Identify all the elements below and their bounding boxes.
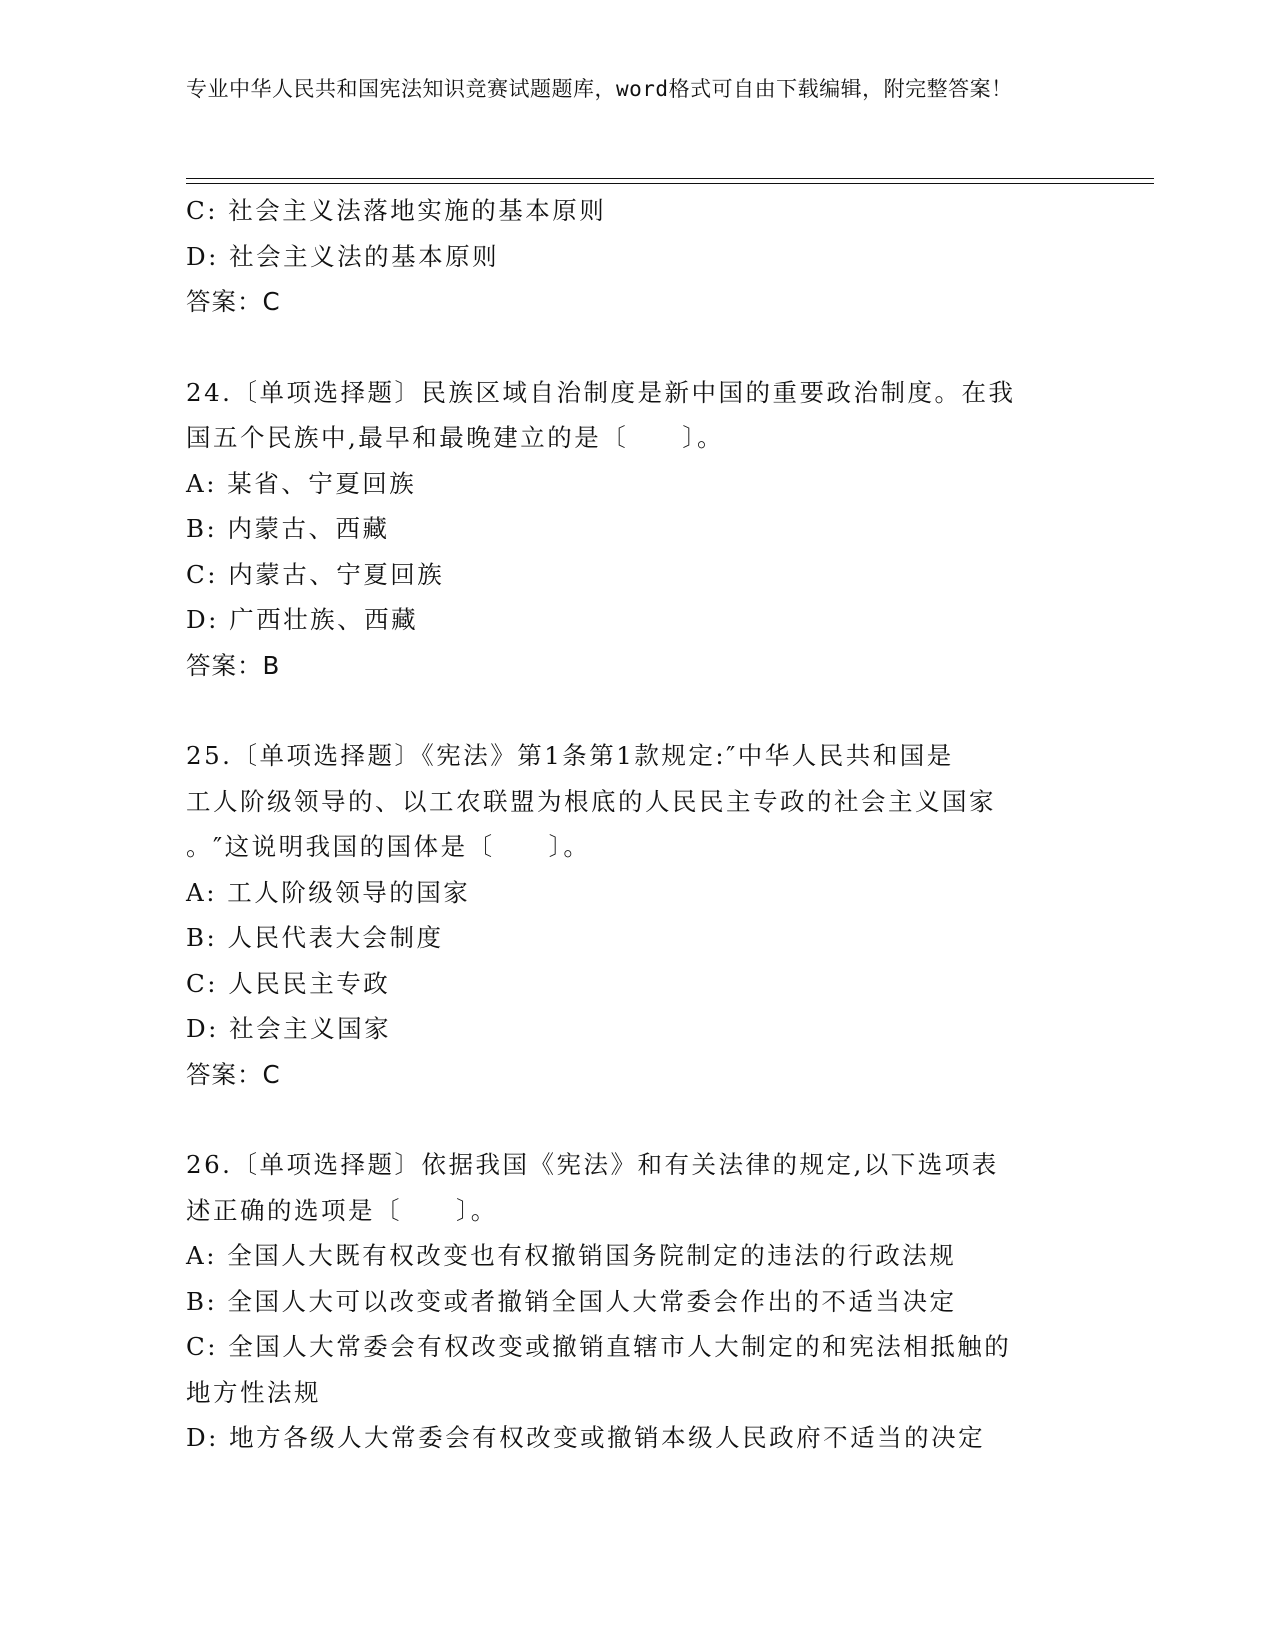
question-block-25 bbox=[186, 733, 1086, 1097]
option-b: B: 人民代表大会制度 bbox=[186, 923, 444, 952]
question-block-23-tail bbox=[186, 188, 1086, 325]
document-header: 专业中华人民共和国宪法知识竞赛试题题库，word格式可自由下载编辑，附完整答案！ bbox=[186, 77, 1013, 101]
question-stem-line: 26.〔单项选择题〕依据我国《宪法》和有关法律的规定,以下选项表 bbox=[186, 1150, 999, 1179]
question-content bbox=[186, 188, 1086, 1461]
answer: 答案：B bbox=[186, 650, 281, 680]
question-stem-line: 25.〔单项选择题〕《宪法》第1条第1款规定:″中华人民共和国是 bbox=[186, 741, 954, 770]
header-rule-top bbox=[186, 178, 1154, 179]
option-a: A: 全国人大既有权改变也有权撤销国务院制定的违法的行政法规 bbox=[186, 1241, 957, 1270]
option-a: A: 工人阶级领导的国家 bbox=[186, 877, 471, 907]
option-c: C: 社会主义法落地实施的基本原则 bbox=[186, 196, 607, 225]
question-stem-line: 国五个民族中,最早和最晚建立的是〔 〕。 bbox=[186, 423, 725, 452]
question-stem-line: 。″这说明我国的国体是〔 〕。 bbox=[186, 832, 591, 861]
question-gap bbox=[186, 325, 1086, 370]
option-c: C: 全国人大常委会有权改变或撤销直辖市人大制定的和宪法相抵触的 bbox=[186, 1332, 1012, 1361]
option-b: B: 内蒙古、西藏 bbox=[186, 514, 390, 543]
answer: 答案：C bbox=[186, 287, 281, 316]
option-d: D: 广西壮族、西藏 bbox=[186, 605, 419, 634]
option-c: C: 人民民主专政 bbox=[186, 968, 391, 998]
option-d: D: 社会主义国家 bbox=[186, 1014, 392, 1043]
option-d: D: 社会主义法的基本原则 bbox=[186, 241, 500, 271]
question-stem-line: 述正确的选项是〔 〕。 bbox=[186, 1195, 498, 1225]
question-gap bbox=[186, 1097, 1086, 1142]
option-c-continued: 地方性法规 bbox=[186, 1377, 321, 1407]
option-b: B: 全国人大可以改变或者撤销全国人大常委会作出的不适当决定 bbox=[186, 1286, 957, 1316]
question-block-24 bbox=[186, 370, 1086, 689]
header-rule-bottom bbox=[186, 183, 1154, 184]
option-c: C: 内蒙古、宁夏回族 bbox=[186, 559, 445, 589]
question-stem-line: 24.〔单项选择题〕民族区域自治制度是新中国的重要政治制度。在我 bbox=[186, 377, 1016, 407]
option-a: A: 某省、宁夏回族 bbox=[186, 468, 417, 498]
question-gap bbox=[186, 688, 1086, 733]
question-stem-line: 工人阶级领导的、以工农联盟为根底的人民民主专政的社会主义国家 bbox=[186, 786, 996, 816]
question-block-26 bbox=[186, 1142, 1086, 1461]
option-d: D: 地方各级人大常委会有权改变或撤销本级人民政府不适当的决定 bbox=[186, 1423, 986, 1452]
answer: 答案：C bbox=[186, 1059, 281, 1089]
